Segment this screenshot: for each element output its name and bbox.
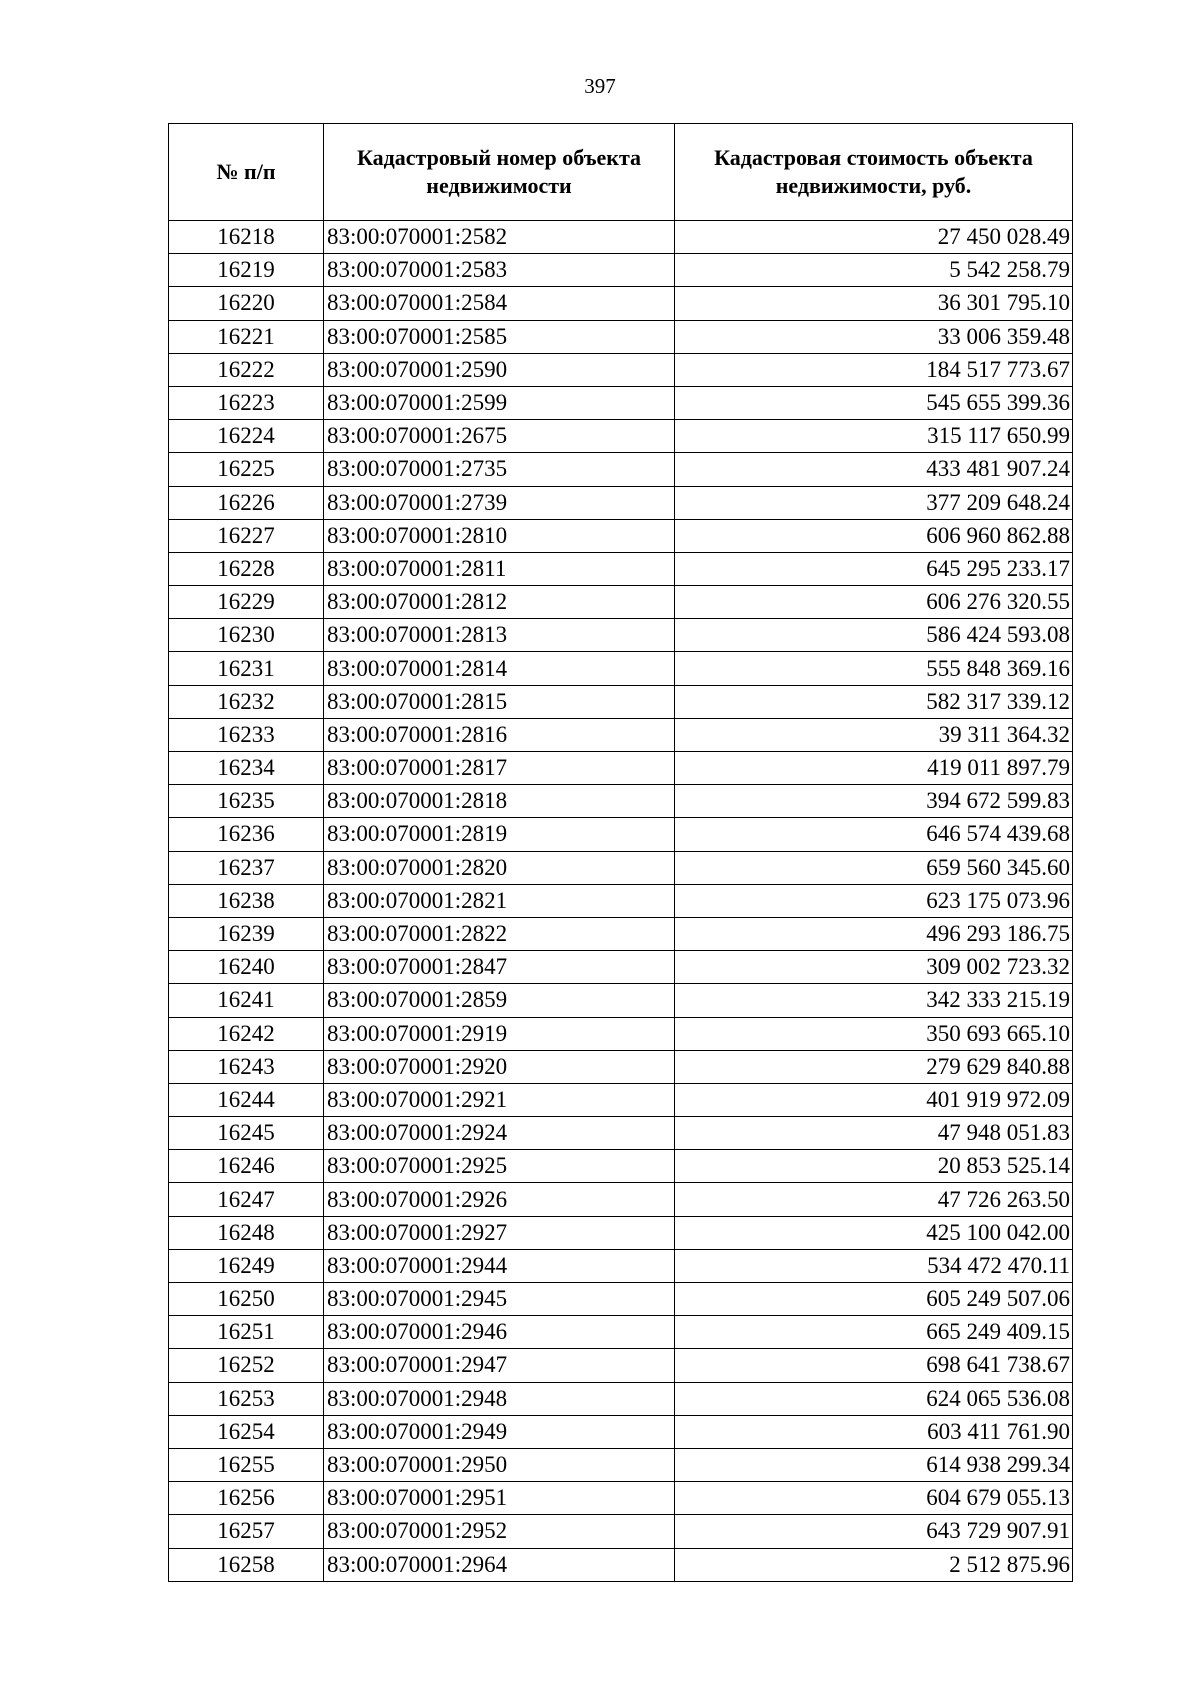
row-number-cell: 16223 [169,386,324,419]
cadastral-number-cell: 83:00:070001:2813 [324,619,675,652]
row-number-cell: 16238 [169,884,324,917]
cadastral-number-cell: 83:00:070001:2952 [324,1515,675,1548]
row-number-cell: 16252 [169,1349,324,1382]
cadastral-value-cell: 33 006 359.48 [675,320,1073,353]
cadastral-value-table [168,123,1073,1582]
row-number-cell: 16225 [169,453,324,486]
cadastral-number-cell: 83:00:070001:2814 [324,652,675,685]
cadastral-number-cell: 83:00:070001:2812 [324,586,675,619]
cadastral-value-cell: 603 411 761.90 [675,1415,1073,1448]
cadastral-number-cell: 83:00:070001:2599 [324,386,675,419]
cadastral-number-cell: 83:00:070001:2945 [324,1283,675,1316]
row-number-cell: 16234 [169,752,324,785]
row-number-cell: 16254 [169,1415,324,1448]
table-row [169,519,1073,552]
cadastral-value-cell: 184 517 773.67 [675,353,1073,386]
row-number-cell: 16245 [169,1117,324,1150]
row-number-cell: 16222 [169,353,324,386]
cadastral-value-cell: 39 311 364.32 [675,718,1073,751]
cadastral-number-cell: 83:00:070001:2583 [324,254,675,287]
table-header-row [169,124,1073,221]
cadastral-number-cell: 83:00:070001:2584 [324,287,675,320]
cadastral-value-cell: 698 641 738.67 [675,1349,1073,1382]
row-number-cell: 16247 [169,1183,324,1216]
cadastral-value-cell: 309 002 723.32 [675,951,1073,984]
row-number-cell: 16236 [169,818,324,851]
cadastral-value-cell: 534 472 470.11 [675,1249,1073,1282]
cadastral-value-cell: 582 317 339.12 [675,685,1073,718]
table-row [169,718,1073,751]
row-number-cell: 16231 [169,652,324,685]
table-row [169,353,1073,386]
cadastral-number-cell: 83:00:070001:2675 [324,420,675,453]
row-number-cell: 16248 [169,1216,324,1249]
table-row [169,1083,1073,1116]
table-row [169,1150,1073,1183]
row-number-cell: 16243 [169,1050,324,1083]
cadastral-value-cell: 545 655 399.36 [675,386,1073,419]
table-row [169,917,1073,950]
row-number-cell: 16253 [169,1382,324,1415]
cadastral-value-cell: 350 693 665.10 [675,1017,1073,1050]
row-number-cell: 16251 [169,1316,324,1349]
table-header [169,124,1073,221]
row-number-cell: 16237 [169,851,324,884]
row-number-cell: 16235 [169,785,324,818]
cadastral-number-cell: 83:00:070001:2735 [324,453,675,486]
cadastral-value-cell: 623 175 073.96 [675,884,1073,917]
row-number-cell: 16227 [169,519,324,552]
table-row [169,1050,1073,1083]
cadastral-number-cell: 83:00:070001:2919 [324,1017,675,1050]
cadastral-number-cell: 83:00:070001:2927 [324,1216,675,1249]
cadastral-number-cell: 83:00:070001:2585 [324,320,675,353]
cadastral-value-cell: 5 542 258.79 [675,254,1073,287]
cadastral-number-cell: 83:00:070001:2964 [324,1548,675,1581]
table-row [169,851,1073,884]
table-row [169,818,1073,851]
table-row [169,1349,1073,1382]
table-row [169,453,1073,486]
table-row [169,1283,1073,1316]
cadastral-value-cell: 433 481 907.24 [675,453,1073,486]
row-number-cell: 16228 [169,552,324,585]
cadastral-value-cell: 586 424 593.08 [675,619,1073,652]
page-number: 397 [584,74,616,98]
cadastral-number-cell: 83:00:070001:2947 [324,1349,675,1382]
row-number-cell: 16218 [169,221,324,254]
table-row [169,951,1073,984]
cadastral-number-cell: 83:00:070001:2920 [324,1050,675,1083]
cadastral-number-cell: 83:00:070001:2924 [324,1117,675,1150]
row-number-cell: 16239 [169,917,324,950]
table-row [169,486,1073,519]
cadastral-value-table-container [168,123,1072,1582]
cadastral-value-cell: 624 065 536.08 [675,1382,1073,1415]
cadastral-value-cell: 614 938 299.34 [675,1448,1073,1481]
row-number-cell: 16233 [169,718,324,751]
row-number-cell: 16244 [169,1083,324,1116]
cadastral-number-cell: 83:00:070001:2950 [324,1448,675,1481]
cadastral-value-cell: 36 301 795.10 [675,287,1073,320]
row-number-cell: 16241 [169,984,324,1017]
table-row [169,386,1073,419]
cadastral-number-cell: 83:00:070001:2847 [324,951,675,984]
table-row [169,1183,1073,1216]
cadastral-number-cell: 83:00:070001:2949 [324,1415,675,1448]
cadastral-number-cell: 83:00:070001:2926 [324,1183,675,1216]
table-row [169,221,1073,254]
cadastral-number-cell: 83:00:070001:2859 [324,984,675,1017]
table-row [169,1482,1073,1515]
cadastral-value-cell: 394 672 599.83 [675,785,1073,818]
cadastral-number-cell: 83:00:070001:2739 [324,486,675,519]
row-number-cell: 16219 [169,254,324,287]
cadastral-value-cell: 425 100 042.00 [675,1216,1073,1249]
cadastral-number-cell: 83:00:070001:2819 [324,818,675,851]
cadastral-number-cell: 83:00:070001:2816 [324,718,675,751]
row-number-cell: 16221 [169,320,324,353]
table-row [169,1548,1073,1581]
table-row [169,1117,1073,1150]
cadastral-number-cell: 83:00:070001:2948 [324,1382,675,1415]
table-row [169,1249,1073,1282]
row-number-cell: 16256 [169,1482,324,1515]
cadastral-number-cell: 83:00:070001:2818 [324,785,675,818]
cadastral-value-cell: 645 295 233.17 [675,552,1073,585]
cadastral-value-cell: 496 293 186.75 [675,917,1073,950]
cadastral-value-cell: 47 948 051.83 [675,1117,1073,1150]
row-number-cell: 16226 [169,486,324,519]
header-row-number: № п/п [169,124,324,221]
cadastral-number-cell: 83:00:070001:2944 [324,1249,675,1282]
table-row [169,1017,1073,1050]
cadastral-number-cell: 83:00:070001:2946 [324,1316,675,1349]
row-number-cell: 16232 [169,685,324,718]
table-row [169,586,1073,619]
cadastral-number-cell: 83:00:070001:2810 [324,519,675,552]
cadastral-value-cell: 646 574 439.68 [675,818,1073,851]
cadastral-value-cell: 20 853 525.14 [675,1150,1073,1183]
cadastral-number-cell: 83:00:070001:2951 [324,1482,675,1515]
table-row [169,1316,1073,1349]
header-cadastral-value: Кадастровая стоимость объекта недвижимости, руб. [675,124,1073,221]
table-body [169,221,1073,1582]
cadastral-number-cell: 83:00:070001:2925 [324,1150,675,1183]
table-row [169,254,1073,287]
table-row [169,685,1073,718]
cadastral-value-cell: 555 848 369.16 [675,652,1073,685]
row-number-cell: 16257 [169,1515,324,1548]
table-row [169,1448,1073,1481]
cadastral-value-cell: 401 919 972.09 [675,1083,1073,1116]
cadastral-number-cell: 83:00:070001:2582 [324,221,675,254]
table-row [169,884,1073,917]
cadastral-value-cell: 659 560 345.60 [675,851,1073,884]
row-number-cell: 16224 [169,420,324,453]
cadastral-value-cell: 606 276 320.55 [675,586,1073,619]
cadastral-number-cell: 83:00:070001:2817 [324,752,675,785]
cadastral-value-cell: 342 333 215.19 [675,984,1073,1017]
table-row [169,1515,1073,1548]
row-number-cell: 16220 [169,287,324,320]
row-number-cell: 16250 [169,1283,324,1316]
cadastral-number-cell: 83:00:070001:2921 [324,1083,675,1116]
cadastral-value-cell: 604 679 055.13 [675,1482,1073,1515]
table-row [169,1216,1073,1249]
table-row [169,752,1073,785]
cadastral-value-cell: 47 726 263.50 [675,1183,1073,1216]
row-number-cell: 16246 [169,1150,324,1183]
table-row [169,652,1073,685]
cadastral-value-cell: 605 249 507.06 [675,1283,1073,1316]
table-row [169,984,1073,1017]
cadastral-value-cell: 665 249 409.15 [675,1316,1073,1349]
cadastral-number-cell: 83:00:070001:2815 [324,685,675,718]
table-row [169,1382,1073,1415]
row-number-cell: 16230 [169,619,324,652]
row-number-cell: 16242 [169,1017,324,1050]
table-row [169,552,1073,585]
cadastral-number-cell: 83:00:070001:2820 [324,851,675,884]
cadastral-number-cell: 83:00:070001:2821 [324,884,675,917]
cadastral-number-cell: 83:00:070001:2822 [324,917,675,950]
cadastral-value-cell: 27 450 028.49 [675,221,1073,254]
header-cadastral-number: Кадастровый номер объекта недвижимости [324,124,675,221]
row-number-cell: 16229 [169,586,324,619]
row-number-cell: 16249 [169,1249,324,1282]
cadastral-value-cell: 279 629 840.88 [675,1050,1073,1083]
row-number-cell: 16255 [169,1448,324,1481]
cadastral-number-cell: 83:00:070001:2590 [324,353,675,386]
cadastral-value-cell: 419 011 897.79 [675,752,1073,785]
table-row [169,420,1073,453]
cadastral-value-cell: 643 729 907.91 [675,1515,1073,1548]
cadastral-value-cell: 377 209 648.24 [675,486,1073,519]
table-row [169,785,1073,818]
cadastral-number-cell: 83:00:070001:2811 [324,552,675,585]
table-row [169,287,1073,320]
table-row [169,619,1073,652]
row-number-cell: 16240 [169,951,324,984]
table-row [169,320,1073,353]
cadastral-value-cell: 315 117 650.99 [675,420,1073,453]
cadastral-value-cell: 2 512 875.96 [675,1548,1073,1581]
row-number-cell: 16258 [169,1548,324,1581]
cadastral-value-cell: 606 960 862.88 [675,519,1073,552]
table-row [169,1415,1073,1448]
